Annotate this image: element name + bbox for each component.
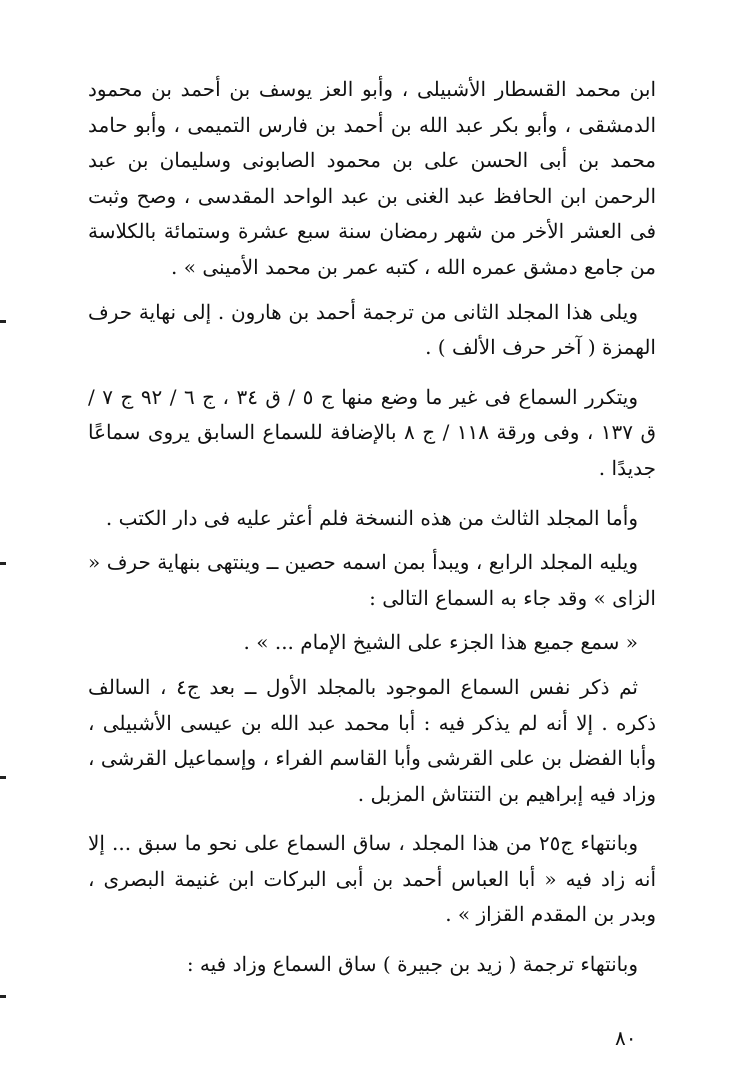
scan-edge-mark [0, 320, 6, 323]
paragraph-same-sama: ثم ذكر نفس السماع الموجود بالمجلد الأول ــ بعد ج٤ ، السالف ذكره . إلا أنه لم يذكر فيه : أبا محمد عبد الله بن عيسى الأشبيلى ، وأبا الفضل بن على القرشى وأبا القاسم الفراء ، وإسماعيل القرشى ، وزاد فيه إبراهيم بن التنتاش المزبل . [88, 674, 656, 806]
paragraph-volume-two: ويلى هذا المجلد الثانى من ترجمة أحمد بن هارون . إلى نهاية حرف الهمزة ( آخر حرف الألف ) . [88, 299, 656, 360]
paragraph-sama-continuation: ابن محمد القسطار الأشبيلى ، وأبو العز يوسف بن أحمد بن محمود الدمشقى ، وأبو بكر عبد الله بن أحمد بن فارس التميمى ، وأبو حامد محمد بن أبى الحسن على بن محمود الصابونى وسليمان بن عبد الرحمن ابن الحافظ عبد الغنى بن عبد الواحد المقدسى ، وصح وثبت فى العشر الأخر من شهر رمضان سنة سبع عشرة وستمائة بالكلاسة من جامع دمشق عمره الله ، كتبه عمر بن محمد الأمينى » . [88, 77, 656, 279]
page-number: ٨٠ [615, 1026, 637, 1050]
paragraph-volume-three: وأما المجلد الثالث من هذه النسخة فلم أعثر عليه فى دار الكتب . [105, 505, 638, 530]
scan-edge-mark [0, 562, 6, 565]
paragraph-volume-four: ويليه المجلد الرابع ، ويبدأ بمن اسمه حصين ــ وينتهى بنهاية حرف « الزاى » وقد جاء به السماع التالى : [88, 550, 656, 610]
paragraph-quote-sama: « سمع جميع هذا الجزء على الشيخ الإمام ... » . [243, 630, 638, 655]
paragraph-zayd-ibn-jubayra: وبانتهاء ترجمة ( زيد بن جبيرة ) ساق السماع وزاد فيه : [186, 952, 638, 977]
scan-edge-mark [0, 776, 6, 779]
paragraph-part-25: وبانتهاء ج٢٥ من هذا المجلد ، ساق السماع على نحو ما سبق ... إلا أنه زاد فيه « أبا العباس أحمد بن أبى البركات ابن غنيمة البصرى ، وبدر بن المقدم القزاز » . [88, 831, 656, 927]
paragraph-repeated-sama: ويتكرر السماع فى غير ما وضع منها ج ٥ / ق ٣٤ ، ج ٦ / ٩٢ ج ٧ / ق ١٣٧ ، وفى ورقة ١١٨ / ج ٨ بالإضافة للسماع السابق يروى سماعًا جديدًا . [88, 384, 657, 480]
body-text [88, 72, 656, 983]
scan-edge-mark [0, 995, 6, 998]
